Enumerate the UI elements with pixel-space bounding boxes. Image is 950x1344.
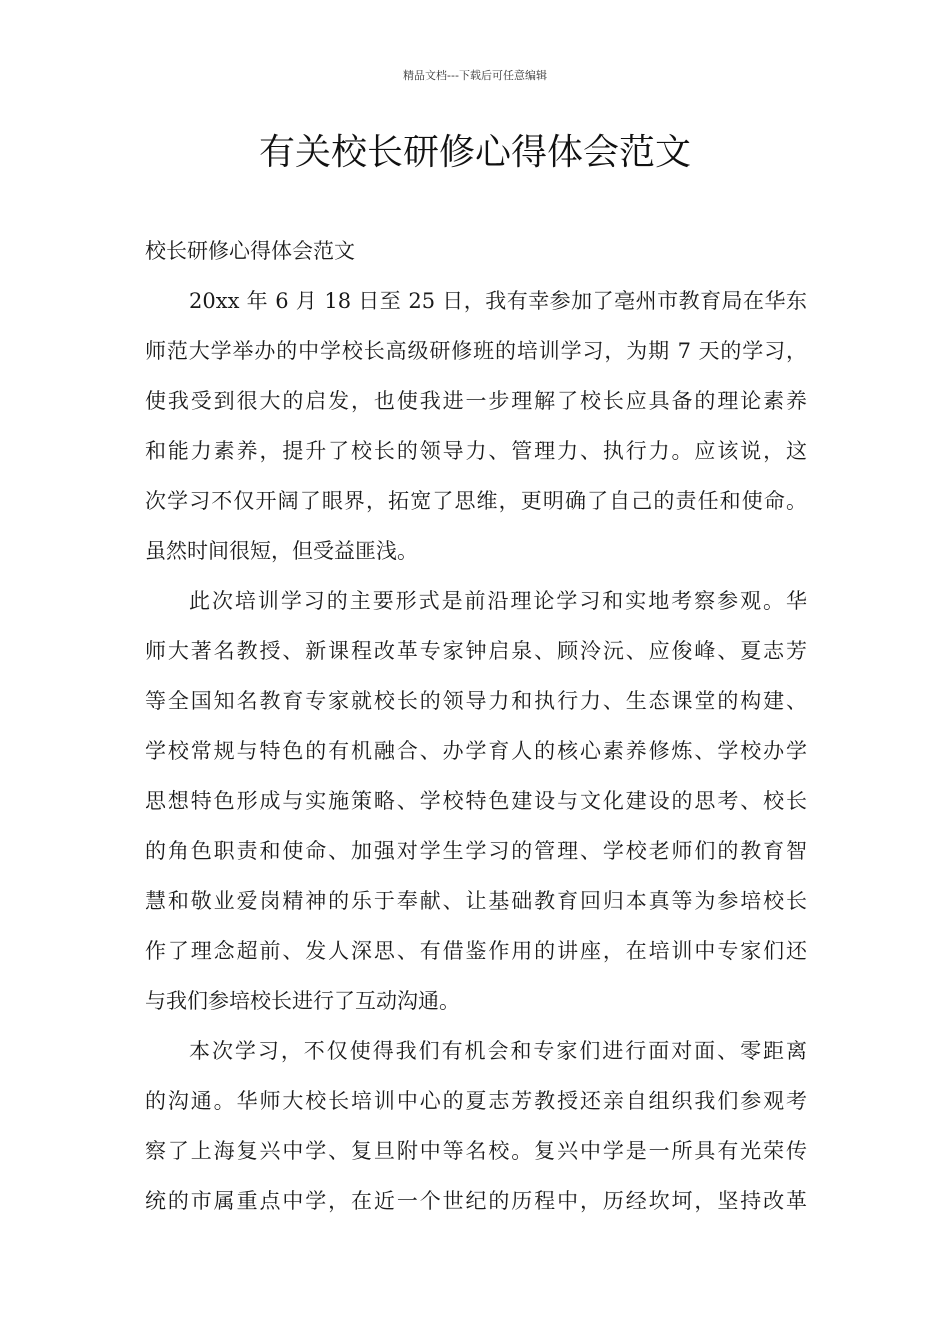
- paragraph-line: 20xx 年 6 月 18 日至 25 日，我有幸参加了亳州市教育局在华东: [189, 289, 807, 313]
- paragraph-2: [145, 576, 807, 1026]
- paragraph-line: 师范大学举办的中学校长高级研修班的培训学习，为期 7 天的学习，: [145, 339, 807, 363]
- paragraph-line: 的角色职责和使命、加强对学生学习的管理、学校老师们的教育智: [145, 839, 807, 863]
- document-body: [145, 226, 807, 1226]
- paragraph-line: 作了理念超前、发人深思、有借鉴作用的讲座，在培训中专家们还: [145, 939, 807, 963]
- paragraph-line: 次学习不仅开阔了眼界，拓宽了思维，更明确了自己的责任和使命。: [145, 489, 807, 513]
- paragraph-line: 思想特色形成与实施策略、学校特色建设与文化建设的思考、校长: [145, 789, 807, 813]
- paragraph-line: 和能力素养，提升了校长的领导力、管理力、执行力。应该说，这: [145, 439, 807, 463]
- paragraph-line: 与我们参培校长进行了互动沟通。: [145, 989, 460, 1013]
- paragraph-line: 使我受到很大的启发，也使我进一步理解了校长应具备的理论素养: [145, 389, 807, 413]
- paragraph-line: 等全国知名教育专家就校长的领导力和执行力、生态课堂的构建、: [145, 689, 807, 713]
- paragraph-line: 察了上海复兴中学、复旦附中等名校。复兴中学是一所具有光荣传: [145, 1139, 807, 1163]
- document-subtitle: 校长研修心得体会范文: [145, 239, 355, 263]
- paragraph-line: 此次培训学习的主要形式是前沿理论学习和实地考察参观。华: [189, 589, 807, 613]
- document-title: 有关校长研修心得体会范文: [258, 132, 691, 173]
- paragraph-line: 本次学习，不仅使得我们有机会和专家们进行面对面、零距离: [189, 1039, 807, 1063]
- paragraph-line: 虽然时间很短，但受益匪浅。: [145, 539, 418, 563]
- paragraph-line: 的沟通。华师大校长培训中心的夏志芳教授还亲自组织我们参观考: [145, 1089, 807, 1113]
- paragraph-line: 学校常规与特色的有机融合、办学育人的核心素养修炼、学校办学: [145, 739, 807, 763]
- paragraph-line: 统的市属重点中学，在近一个世纪的历程中，历经坎坷，坚持改革: [145, 1189, 807, 1213]
- header-note: 精品文档---下载后可任意编辑: [403, 69, 547, 82]
- paragraph-line: 慧和敬业爱岗精神的乐于奉献、让基础教育回归本真等为参培校长: [145, 889, 807, 913]
- paragraph-line: 师大著名教授、新课程改革专家钟启泉、顾泠沅、应俊峰、夏志芳: [145, 639, 807, 663]
- paragraph-3: [145, 1026, 807, 1226]
- paragraph-1: [145, 276, 807, 576]
